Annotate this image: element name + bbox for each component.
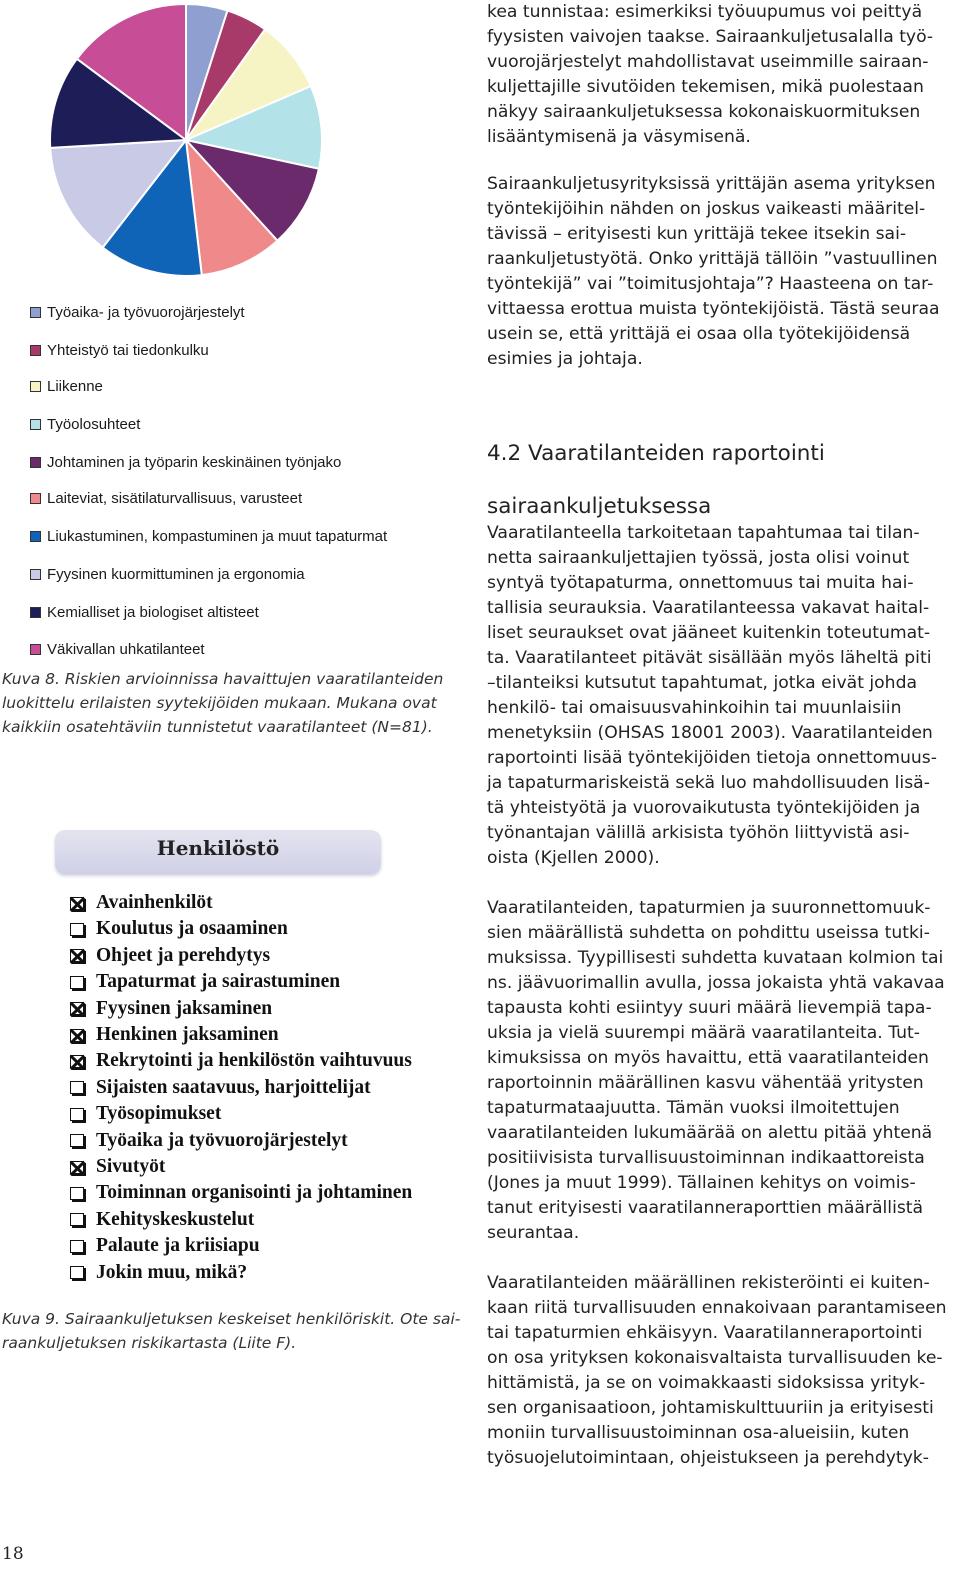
checklist-title: Henkilöstö: [156, 836, 280, 860]
text-line: syntyä työtapaturma, onnettomuus tai muita hai-: [487, 573, 914, 593]
legend-label: Yhteistyö tai tiedonkulku: [47, 341, 209, 359]
legend-label: Työolosuhteet: [47, 415, 141, 433]
text-line: tapaturmataajuutta. Tämän vuoksi ilmoitettujen: [487, 1098, 900, 1118]
legend-item: [30, 414, 140, 434]
pie-chart: [40, 0, 340, 285]
legend-item: [30, 526, 387, 546]
checklist-item: [70, 943, 270, 969]
checklist-label: Ohjeet ja perehdytys: [96, 944, 271, 966]
text-line: tai tapaturmien ehkäisyyn. Vaaratilanneraportointi: [487, 1323, 923, 1343]
caption-line: raankuljetuksen riskikartasta (Liite F).: [2, 1334, 297, 1352]
legend-swatch: [30, 493, 41, 504]
legend-label: Kemialliset ja biologiset altisteet: [47, 603, 259, 621]
text-line: näkyy sairaankuljetuksessa kokonaiskuormituksen: [487, 102, 921, 122]
text-line: kuljettajille sivutöiden tekemisen, mikä puolestaan: [487, 77, 924, 97]
text-line: –tilanteiksi kutsutut tapahtumat, jotka eivät johda: [487, 673, 918, 693]
text-line: menetyksiin (OHSAS 18001 2003). Vaaratilanteiden: [487, 723, 933, 743]
text-line: uksia ja vielä suurempi määrä vaaratilanteita. Tut-: [487, 1023, 920, 1043]
text-line: ta. Vaaratilanteet pitävät sisällään myös läheltä piti: [487, 648, 932, 668]
page-number: 18: [2, 1544, 24, 1564]
text-line: sen organisaatioon, johtamiskulttuuriin ja erityisesti: [487, 1398, 934, 1418]
checked-box-icon: [70, 897, 84, 910]
legend-item: [30, 376, 103, 396]
text-line: tapausta kohti esiintyy suuri määrä lievempiä tapa-: [487, 998, 932, 1018]
empty-box-icon: [70, 923, 84, 936]
empty-box-icon: [70, 976, 84, 989]
empty-box-icon: [70, 1108, 84, 1121]
paragraph-2: [487, 172, 947, 372]
checklist-item: [70, 1075, 371, 1101]
text-line: raankuljetustyötä. Onko yrittäjä tällöin ”vastuullinen: [487, 249, 938, 269]
text-line: lisääntymisenä ja väsymisenä.: [487, 127, 751, 147]
caption-line: Kuva 9. Sairaankuljetuksen keskeiset henkilöriskit. Ote sai-: [2, 1310, 461, 1328]
legend-label: Liukastuminen, kompastuminen ja muut tapaturmat: [47, 527, 388, 545]
empty-box-icon: [70, 1134, 84, 1147]
text-line: Vaaratilanteiden, tapaturmien ja suuronnettomuuk-: [487, 898, 931, 918]
text-line: raportoinnin määrällinen kasvu vähentää yritysten: [487, 1073, 924, 1093]
text-line: usein se, että yrittäjä ei osaa olla työtekijöidensä: [487, 324, 911, 344]
text-line: on osa yrityksen kokonaisvaltaista turvallisuuden ke-: [487, 1348, 943, 1368]
text-line: ja tapaturmariskeistä sekä luo mahdollisuuden lisä-: [487, 773, 930, 793]
figure-9-caption: [2, 1307, 472, 1355]
checklist-item: [70, 916, 288, 942]
checklist-label: Palaute ja kriisiapu: [96, 1235, 260, 1257]
legend-swatch: [30, 419, 41, 430]
text-line: muksissa. Tyypillisesti suhdetta kuvataan kolmion tai: [487, 948, 944, 968]
checklist-item: [70, 1128, 348, 1154]
checklist-label: Jokin muu, mikä?: [96, 1261, 248, 1283]
text-line: työntekijä” vai ”toimitusjohtaja”? Haasteena on tar-: [487, 274, 934, 294]
legend-swatch: [30, 569, 41, 580]
legend-label: Väkivallan uhkatilanteet: [47, 640, 205, 658]
text-line: kimuksissa on myös havaittu, että vaaratilanteiden: [487, 1048, 929, 1068]
checklist-label: Tapaturmat ja sairastuminen: [96, 971, 341, 993]
legend-item: [30, 340, 209, 360]
checklist-item: [70, 996, 272, 1022]
text-line: vuorojärjestelyt mahdollistavat useimmille sairaan-: [487, 52, 929, 72]
text-line: kea tunnistaa: esimerkiksi työuupumus voi peittyä: [487, 2, 923, 22]
text-line: raportointi lisää työntekijöiden tietoja onnettomuus-: [487, 748, 937, 768]
text-line: seurantaa.: [487, 1223, 580, 1243]
legend-item: [30, 452, 341, 472]
empty-box-icon: [70, 1266, 84, 1279]
text-line: netta sairaankuljettajien työssä, josta olisi voinut: [487, 548, 910, 568]
caption-line: kaikkiin osatehtäviin tunnistetut vaaratilanteet (N=81).: [2, 718, 433, 736]
text-line: fyysisten vaivojen taakse. Sairaankuljetusalalla työ-: [487, 27, 934, 47]
text-line: tallisia seurauksia. Vaaratilanteessa vakavat haital-: [487, 598, 930, 618]
checklist-item: [70, 1180, 412, 1206]
legend-swatch: [30, 607, 41, 618]
legend-item: [30, 488, 302, 508]
legend-label: Johtaminen ja työparin keskinäinen työnjako: [47, 453, 342, 471]
checklist-item: [70, 890, 213, 916]
checklist-label: Rekrytointi ja henkilöstön vaihtuvuus: [96, 1050, 412, 1072]
text-line: työntekijöihin nähden on joskus vaikeasti määritel-: [487, 199, 926, 219]
text-line: liset seuraukset ovat jääneet kuitenkin toteutumat-: [487, 623, 931, 643]
caption-line: Kuva 8. Riskien arvioinnissa havaittujen vaaratilanteiden: [2, 670, 444, 688]
text-line: positiivisista turvallisuustoiminnan indikaattoreista: [487, 1148, 925, 1168]
paragraph-5: [487, 1271, 947, 1471]
empty-box-icon: [70, 1213, 84, 1226]
text-line: esimies ja johtaja.: [487, 349, 643, 369]
legend-item: [30, 564, 305, 584]
text-line: henkilö- tai omaisuusvahinkoihin tai muunlaisiin: [487, 698, 902, 718]
text-line: ns. jäävuorimallin avulla, jossa jokaista yhtä vakavaa: [487, 973, 945, 993]
checked-box-icon: [70, 949, 84, 962]
text-line: työsuojelutoimintaan, ohjeistukseen ja perehdytyk-: [487, 1448, 929, 1468]
legend-swatch: [30, 644, 41, 655]
checked-box-icon: [70, 1002, 84, 1015]
text-line: Vaaratilanteella tarkoitetaan tapahtumaa tai tilan-: [487, 523, 920, 543]
text-line: moniin turvallisuustoiminnan osa-alueisiin, kuten: [487, 1423, 910, 1443]
checklist-item: [70, 1207, 254, 1233]
text-line: Sairaankuljetusyrityksissä yrittäjän asema yrityksen: [487, 174, 936, 194]
checklist-item: [70, 1048, 412, 1074]
checklist-title-box: [55, 830, 381, 874]
checklist-item: [70, 1022, 279, 1048]
text-line: vaaratilanteiden lukumäärää on alettu pitää yhtenä: [487, 1123, 933, 1143]
text-line: Vaaratilanteiden määrällinen rekisteröinti ei kuiten-: [487, 1273, 930, 1293]
legend-label: Työaika- ja työvuorojärjestelyt: [47, 303, 245, 321]
text-line: sien määrällistä suhdetta on pohdittu useissa tutki-: [487, 923, 930, 943]
text-line: oista (Kjellen 2000).: [487, 848, 660, 868]
legend-item: [30, 639, 205, 659]
text-line: vittaessa erottua muista työntekijöistä. Tästä seuraa: [487, 299, 940, 319]
text-line: (Jones ja muut 1999). Tällainen kehitys on voimis-: [487, 1173, 916, 1193]
checklist-item: [70, 969, 340, 995]
caption-line: luokittelu erilaisten syytekijöiden mukaan. Mukana ovat: [2, 694, 437, 712]
checklist-label: Kehityskeskustelut: [96, 1208, 255, 1230]
checklist-item: [70, 1233, 260, 1259]
checklist-label: Työsopimukset: [96, 1103, 222, 1125]
checklist-label: Työaika ja työvuorojärjestelyt: [96, 1129, 348, 1151]
text-line: hittämistä, ja se on voimakkaasti sidoksissa yrityk-: [487, 1373, 926, 1393]
checked-box-icon: [70, 1055, 84, 1068]
empty-box-icon: [70, 1187, 84, 1200]
legend-swatch: [30, 531, 41, 542]
paragraph-3: [487, 521, 947, 871]
checklist-label: Fyysinen jaksaminen: [96, 997, 273, 1019]
checklist-label: Henkinen jaksaminen: [96, 1024, 279, 1045]
paragraph-1: [487, 0, 947, 150]
legend-swatch: [30, 381, 41, 392]
legend-swatch: [30, 307, 41, 318]
checklist-item: [70, 1101, 221, 1127]
legend-swatch: [30, 345, 41, 356]
checklist-label: Sivutyöt: [96, 1156, 166, 1177]
text-line: tanut erityisesti vaaratilanneraporttien määrällistä: [487, 1198, 924, 1218]
checklist-label: Koulutus ja osaaminen: [96, 918, 288, 940]
legend-swatch: [30, 457, 41, 468]
text-line: sairaankuljetuksessa: [487, 494, 712, 519]
checklist-label: Sijaisten saatavuus, harjoittelijat: [96, 1076, 371, 1098]
text-line: työnantajan välillä arkisista työhön liittyvistä asi-: [487, 823, 910, 843]
text-line: 4.2 Vaaratilanteiden raportointi: [487, 440, 825, 466]
empty-box-icon: [70, 1240, 84, 1253]
checked-box-icon: [70, 1029, 84, 1042]
checklist-label: Toiminnan organisointi ja johtaminen: [96, 1182, 413, 1204]
legend-item: [30, 602, 259, 622]
paragraph-4: [487, 896, 947, 1246]
figure-8-caption: [2, 667, 472, 739]
legend-label: Fyysinen kuormittuminen ja ergonomia: [47, 565, 305, 583]
checklist-label: Avainhenkilöt: [96, 892, 213, 913]
text-line: tä yhteistyötä ja vuorovaikutusta työntekijöiden ja: [487, 798, 921, 818]
empty-box-icon: [70, 1081, 84, 1094]
legend-label: Liikenne: [47, 377, 103, 395]
text-line: kaan riitä turvallisuuden ennakoivaan parantamiseen: [487, 1298, 947, 1318]
checklist-item: [70, 1154, 165, 1180]
text-line: tävissä – erityisesti kun yrittäjä tekee itsekin sai-: [487, 224, 907, 244]
legend-item: [30, 302, 245, 322]
checked-box-icon: [70, 1161, 84, 1174]
checklist-item: [70, 1260, 247, 1286]
legend-label: Laiteviat, sisätilaturvallisuus, varusteet: [47, 489, 303, 507]
